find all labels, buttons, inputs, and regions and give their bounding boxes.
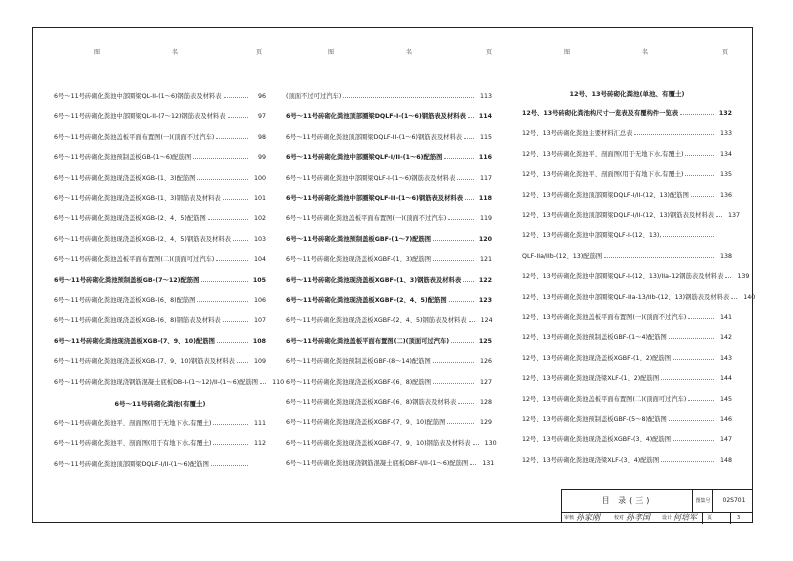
col1-section-heading: 6号～11号砖砌化粪池(有覆土) [114,400,206,408]
entry-page: 123 [478,297,492,304]
leader-dots [685,154,714,156]
entry-title: 6号～11号砖砌化粪池现浇钢筋混凝土底板DB-I-(1～12)/II-(1～6)配筋图 [54,378,259,386]
entry-title: 6号～11号砖砌化粪池顶部圈梁DQLF-II-(1～6)钢筋表及材料表 [286,133,463,141]
entry-page: 117 [479,174,492,182]
leader-dots [716,215,722,217]
entry-page: 112 [253,440,266,448]
col3-entry [522,312,732,324]
entry-page: 116 [478,154,492,162]
review-label: 审核 [564,515,575,521]
leader-dots [193,157,248,159]
leader-dots [433,382,474,384]
col2-entry [286,458,495,470]
entry-title: 6号～11号砖砌化粪池现浇盖板XGB-(7、9、10)配筋图 [54,337,215,345]
entry-page: 133 [719,130,732,138]
entry-title: 12号、13号砖砌化粪池中部圈梁QLF-I-(12、13), [522,232,662,240]
page-label: 页 [702,512,712,524]
entry-page: 141 [719,314,732,321]
leader-dots [217,341,248,343]
col1-entry [54,377,285,389]
entry-title: 12号、13号砖砌化粪池中部圈梁QLF-I-(12、13)/IIa-12钢筋表及材料表 [522,273,724,281]
entry-page: 146 [719,416,732,423]
entry-title: 6号～11号砖砌化粪池现浇盖板XGB-(2、4、5)配筋图 [54,215,206,223]
col1-entry [54,91,266,103]
entry-page: 131 [482,460,495,468]
entry-page: 107 [253,317,266,325]
entry-title: 6号～11号砖砌化粪池预制盖板GBF-(8～14)配筋图 [286,358,431,366]
entry-page: 142 [719,334,732,342]
entry-page: 132 [718,110,732,117]
entry-title: 6号～11号砖砌化粪池盖板平面布置图(一)(顶面不过汽车) [286,215,447,223]
leader-dots [458,402,474,404]
col3-entry [522,230,732,242]
col2-entry [286,417,492,429]
col3-entry [522,210,741,222]
entry-title: 6号～11号砖砌化粪池中部圈梁QLF-I/II-(1～6)配筋图 [286,154,443,162]
col3-entry [522,292,756,304]
entry-title: 6号～11号砖砌化粪池盖板平面布置图(二)(顶面可过汽车) [54,256,215,264]
entry-title: 12号、13号砖砌化粪池盖板平面布置图(一)(顶面不过汽车) [522,314,687,321]
col2-entry [286,152,492,164]
entry-page: 96 [257,93,266,100]
col3-entry [522,251,732,263]
entry-title: 6号～11号砖砌化粪池现浇盖板XGB-(1、3)配筋图 [54,174,196,182]
entry-page: 105 [252,276,266,284]
entry-title: 12号、13号砖砌化粪池中部圈梁QLF-IIa-13/IIb-(12、13)钢筋表及材料表 [522,293,730,301]
leader-dots [213,443,248,445]
leader-dots [433,361,474,363]
entry-page: 98 [257,133,266,141]
leader-dots [691,195,714,197]
entry-title: 6号～11号砖砌化粪池现浇盖板XGBF-(2、4、5)钢筋表及材料表 [286,317,467,325]
col2-header-tu: 图 [328,49,335,56]
entry-page: 138 [719,252,732,260]
col3-entry [522,149,732,161]
entry-title: 6号～11号砖砌化粪池现浇盖板XGB-(6、8)配筋图 [54,297,196,304]
entry-title: 12号、13号砖砌化粪池盖板平面布置图(二)(顶面可过汽车) [522,395,687,403]
entry-title: 6号～11号砖砌化粪池中部圈梁QLF-I-(1～6)钢筋表及材料表 [286,174,456,182]
col1-entry [54,254,266,266]
page-number: 3 [730,512,740,524]
leader-dots [663,235,714,237]
entry-title: 6号～11号砖砌化粪池盖板平面布置图(二)(顶面可过汽车) [286,337,450,345]
leader-dots [433,239,474,241]
col2-entry [286,132,492,144]
entry-title: 6号～11号砖砌化粪池现浇盖板XGBF-(6、8)钢筋表及材料表 [286,399,457,406]
col2-entry [286,91,492,103]
leader-dots [688,317,714,319]
entry-page: 144 [719,375,732,383]
leader-dots [228,116,248,118]
leader-dots [433,259,474,261]
col3-entry [522,414,732,426]
entry-title: 6号～11号砖砌化粪池现浇盖板XGBF-(6、8)配筋图 [286,378,432,386]
leader-dots [343,96,474,98]
entry-title: 12号、13号砖砌化粪池预制盖板GBF-(1～4)配筋图 [522,334,667,342]
entry-title: QLF-IIa/IIb-(12、13)配筋图 [522,252,603,260]
col3-header-tu: 图 [564,49,571,56]
entry-title: 6号～11号砖砌化粪池现浇钢筋混凝土底板DBF-I/II-(1～6)配筋图 [286,460,469,468]
check-signature: 孙孝国 [626,513,650,522]
col1-header-ming: 名 [172,49,179,56]
entry-page: 136 [719,191,732,199]
leader-dots [448,218,474,220]
entry-page: 108 [252,337,266,345]
col2-entry [286,193,492,205]
col2-entry [286,315,492,327]
col1-header-tu: 图 [94,49,101,56]
col2-header-ye: 页 [486,49,493,56]
leader-dots [661,378,714,380]
entry-page: 120 [478,235,492,243]
col3-entry [522,353,732,365]
col2-header-ming: 名 [406,49,413,56]
col2-entry [286,213,492,225]
entry-title: 6号～11号砖砌化粪池顶部圈梁DQLF-I-(1～6)钢筋表及材料表 [286,113,466,121]
leader-dots [673,358,714,360]
col3-header-ming: 名 [642,49,649,56]
entry-title: 6号～11号砖砌化粪池现浇盖板XGBF-(1、3)钢筋表及材料表 [286,276,462,284]
col2-entry [286,234,492,246]
col1-entry [54,295,266,307]
atlas-label: 图集号 [692,490,713,512]
leader-dots [463,280,474,282]
leader-dots [216,137,248,139]
leader-dots [216,259,248,261]
leader-dots [213,423,248,425]
leader-dots [201,280,248,282]
leader-dots [260,382,266,384]
entry-title: 6号～11号砖砌化粪池中部圈梁QLF-II-(1～6)钢筋表及材料表 [286,195,463,202]
entry-page: 128 [479,399,492,406]
entry-page: 140 [743,293,756,301]
entry-page: 126 [479,358,492,366]
col3-entry [522,455,732,467]
col2-entry [286,173,492,185]
leader-dots [447,422,474,424]
entry-page: 110 [272,378,285,386]
col1-entry [54,275,266,287]
entry-page: 100 [253,174,266,182]
entry-page: 122 [478,276,492,284]
entry-title: 6号～11号砖砌化粪池现浇盖板XGB-(2、4、5)钢筋表及材料表 [54,235,231,243]
design-label: 设计 [662,515,673,521]
leader-dots [669,337,714,339]
col3-entry [522,332,732,344]
col3-header-ye: 页 [722,49,729,56]
col2-entry [286,356,492,368]
entry-page: 114 [478,113,492,121]
leader-dots [464,137,474,139]
col3-entry [522,434,732,446]
entry-title: 12号、13号砖砌化粪池现浇盖板XGBF-(1、2)配筋图 [522,354,672,362]
col2-entry [286,275,492,287]
leader-dots [237,361,248,363]
leader-dots [673,439,714,441]
col1-header [54,47,266,59]
entry-page: 99 [257,154,266,162]
col1-entry [54,234,266,246]
entry-page: 137 [728,212,741,219]
entry-title: 12号、13号砖砌化粪池预制盖板GBF-(5～8)配筋图 [522,416,667,423]
leader-dots [224,96,249,98]
leader-dots [451,341,474,343]
entry-page: 121 [479,256,492,264]
col1-entry [54,315,266,327]
col2-entry [286,438,497,450]
col2-header [286,47,492,59]
col1b-entry [54,418,266,430]
col3-entry [522,271,750,283]
entry-title: 6号～11号砖砌化粪池现浇盖板XGB-(1、3)钢筋表及材料表 [54,195,221,202]
entry-page: 104 [253,256,266,264]
entry-page: 125 [478,337,492,345]
entry-title: 12号、13号砖砌化粪池构尺寸一览表及有覆构件一览表 [522,110,679,117]
col1-entry [54,132,266,144]
entry-page: 129 [479,419,492,427]
entry-page: 135 [719,171,732,179]
entry-title: 12号、13号砖砌化粪池现浇梁XLF-(1、2)配筋图 [522,375,660,383]
entry-page: 148 [719,456,732,464]
col3-entry [522,373,732,385]
entry-title: 12号、13号砖砌化粪池平、剖面图(用于有地下水,有覆土) [522,171,684,179]
entry-page: 124 [480,317,493,325]
leader-dots [223,198,248,200]
col2-entry [286,111,492,123]
entry-page: 118 [478,195,492,202]
col3-entry [522,169,732,181]
entry-page: 134 [719,150,732,158]
entry-title: 12号、13号砖砌化粪池顶部圈梁DQLF-I/II-(12、13)钢筋表及材料表 [522,212,715,219]
leader-dots [197,300,248,302]
entry-title: 6号～11号砖砌化粪池中部圈梁QL-II-(1～6)钢筋表及材料表 [54,93,222,100]
entry-page: 102 [253,215,266,223]
col2-entry [286,336,492,348]
leader-dots [197,178,248,180]
leader-dots [661,460,714,462]
entry-title: 6号～11号砖砌化粪池预制盖板GB-(1～6)配筋图 [54,154,192,162]
col3-header [522,47,732,59]
col3-entry [522,108,732,120]
entry-page: 143 [719,354,732,362]
leader-dots [465,198,474,200]
col1-entry [54,336,266,348]
entry-title: 6号～11号砖砌化粪池现浇盖板XGB-(7、9、10)钢筋表及材料表 [54,358,235,366]
entry-title: 6号～11号砖砌化粪池现浇盖板XGBF-(7、9、10)配筋图 [286,419,446,427]
entry-title: 12号、13号砖砌化粪池主要材料汇总表 [522,130,633,138]
entry-title: 6号～11号砖砌化粪池顶部圈梁DQLF-I/II-(1～6)配筋图 [54,460,209,468]
entry-page: 111 [253,420,266,427]
leader-dots [604,256,714,258]
col1-entry [54,193,266,205]
leader-dots [685,174,714,176]
leader-dots [473,443,479,445]
leader-dots [634,133,714,135]
entry-title: 12号、13号砖砌化粪池平、剖面图(用于无地下水,有覆土) [522,150,684,158]
leader-dots [233,239,248,241]
drawing-title: 目 录(三) [601,496,653,505]
entry-page: 127 [479,378,492,386]
entry-page: 113 [479,93,492,100]
col2-entry [286,295,492,307]
entry-page: 109 [253,358,266,366]
leader-dots [731,297,737,299]
entry-page: 101 [253,195,266,202]
entry-title: 6号～11号砖砌化粪池预制盖板GB-(7～12)配筋图 [54,276,200,284]
entry-title: 12号、13号砖砌化粪池顶部圈梁DQLF-I/II-(12、13)配筋图 [522,191,689,199]
entry-title: 6号～11号砖砌化粪池预制盖板GBF-(1～7)配筋图 [286,235,432,243]
col1-entry [54,213,266,225]
entry-title: (顶面不过可过汽车) [286,93,342,100]
col1-entry [54,356,266,368]
entry-title: 6号～11号砖砌化粪池现浇盖板XGBF-(1、3)配筋图 [286,256,432,264]
leader-dots [457,178,474,180]
entry-title: 6号～11号砖砌化粪池现浇盖板XGBF-(7、9、10)钢筋表及材料表 [286,439,471,447]
entry-page: 97 [257,113,266,121]
leader-dots [688,399,714,401]
leader-dots [669,419,714,421]
entry-page: 106 [253,297,266,304]
col2-entry [286,397,492,409]
entry-page: 139 [737,273,750,281]
leader-dots [680,113,714,115]
col2-entry [286,254,492,266]
entry-title: 12号、13号砖砌化粪池现浇梁XLF-(3、4)配筋图 [522,456,660,464]
col1-entry [54,111,266,123]
entry-page: 115 [479,133,492,141]
entry-page: 119 [479,215,492,223]
leader-dots [449,300,474,302]
col1-header-ye: 页 [256,49,263,56]
review-signature: 孙家刚 [576,513,600,522]
check-label: 校对 [614,515,625,521]
col3-section-heading: 12号、13号砖砌化粪池(单池、有覆土) [569,90,685,98]
entry-title: 12号、13号砖砌化粪池现浇盖板XGBF-(3、4)配筋图 [522,436,672,444]
leader-dots [468,116,474,118]
design-signature: 何培军 [673,513,697,522]
atlas-number: 02S701 [712,490,755,512]
leader-dots [725,276,731,278]
entry-title: 6号～11号砖砌化粪池中部圈梁QL-II-(7～12)钢筋表及材料表 [54,113,226,121]
leader-dots [470,463,476,465]
col1b-entry [54,459,266,471]
col3-entry [522,394,732,406]
entry-title: 6号～11号砖砌化粪池现浇盖板XGB-(6、8)钢筋表及材料表 [54,317,221,325]
entry-title: 6号～11号砖砌化粪池盖板平面布置图(一)(顶面不过汽车) [54,133,215,141]
leader-dots [469,320,475,322]
entry-title: 6号～11号砖砌化粪池平、剖面图(用于有地下水,有覆土) [54,440,212,448]
col3-entry [522,128,732,140]
col2-entry [286,377,492,389]
entry-page: 147 [719,436,732,444]
col1-entry [54,173,266,185]
entry-page: 130 [484,439,497,447]
col3-entry [522,190,732,202]
col1-entry [54,152,266,164]
leader-dots [223,320,248,322]
title-block [561,489,753,523]
leader-dots [208,218,248,220]
entry-page: 145 [719,395,732,403]
entry-title: 6号～11号砖砌化粪池平、剖面图(用于无地下水,有覆土) [54,420,212,427]
entry-page: 103 [253,235,266,243]
leader-dots [211,464,248,466]
entry-title: 6号～11号砖砌化粪池现浇盖板XGBF-(2、4、5)配筋图 [286,297,447,304]
leader-dots [444,157,474,159]
col1b-entry [54,438,266,450]
